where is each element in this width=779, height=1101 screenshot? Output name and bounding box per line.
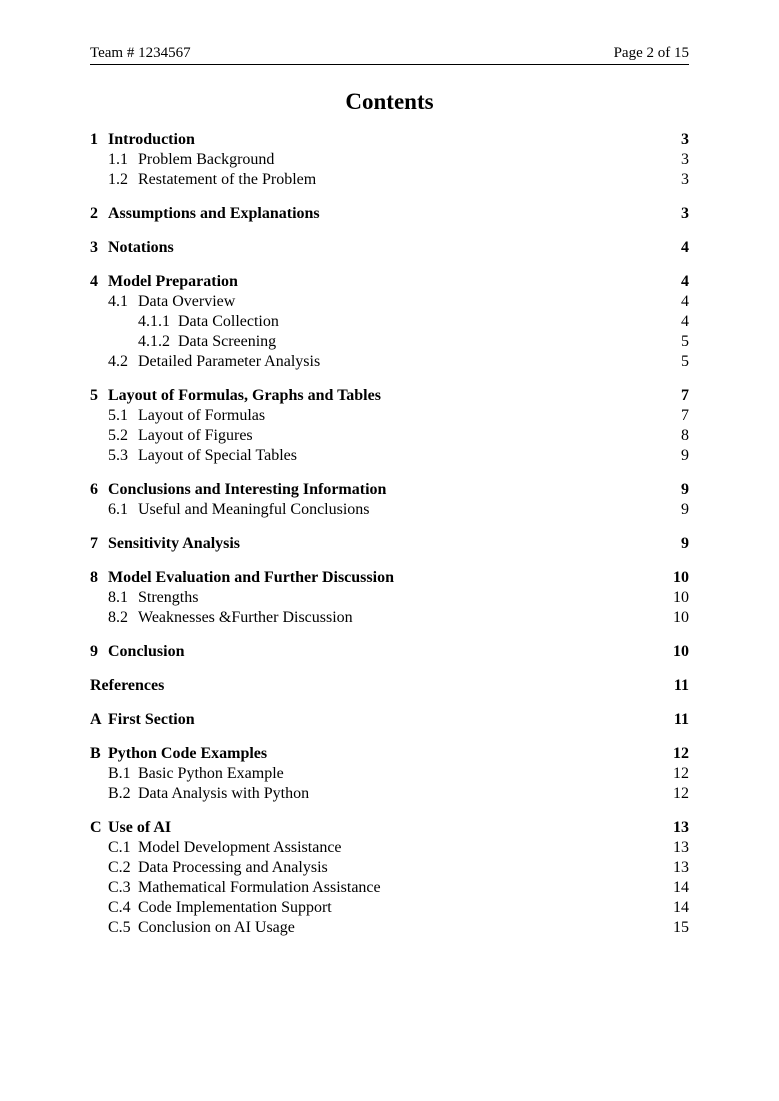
toc-leader-dots (170, 676, 660, 696)
toc-entry (90, 130, 689, 150)
toc-entry-page: 12 (673, 745, 689, 762)
toc-entry (90, 744, 689, 764)
toc-entry-page: 9 (681, 447, 689, 464)
toc-leader-dots (303, 446, 660, 466)
toc-entry-number: 5 (90, 387, 98, 404)
toc-entry (90, 608, 689, 628)
toc-entry-title: Model Development Assistance (138, 839, 342, 856)
toc-entry-title: Notations (108, 239, 174, 256)
toc-entry-title: Layout of Special Tables (138, 447, 297, 464)
toc-entry-number: 1.2 (108, 171, 128, 188)
toc-entry-title: Assumptions and Explanations (108, 205, 320, 222)
toc-entry (90, 858, 689, 878)
team-number: Team # 1234567 (90, 45, 191, 61)
toc-entry-page: 9 (681, 501, 689, 518)
toc-entry (90, 568, 689, 588)
toc-entry-page: 10 (673, 589, 689, 606)
toc-entry-page: 4 (681, 293, 689, 310)
toc-entry-page: 9 (681, 535, 689, 552)
toc-entry (90, 204, 689, 224)
toc-leader-dots (285, 312, 660, 332)
toc-leader-dots (190, 642, 660, 662)
toc-leader-dots (273, 744, 660, 764)
toc-leader-dots (282, 332, 660, 352)
toc-entry-page: 3 (681, 205, 689, 222)
toc-entry-page: 13 (673, 859, 689, 876)
toc-entry-number: B.1 (108, 765, 131, 782)
toc-entry (90, 406, 689, 426)
toc-leader-dots (334, 858, 660, 878)
page-content (90, 0, 689, 938)
toc-entry-title: Data Overview (138, 293, 236, 310)
toc-entry-page: 14 (673, 899, 689, 916)
toc-entry-number: 4.2 (108, 353, 128, 370)
toc-entry-title: References (90, 677, 165, 694)
toc-entry (90, 588, 689, 608)
toc-entry-title: Model Preparation (108, 273, 238, 290)
toc-entry (90, 898, 689, 918)
toc-entry-page: 5 (681, 353, 689, 370)
toc-entry-page: 3 (681, 151, 689, 168)
page-header (90, 45, 689, 65)
toc-entry-page: 15 (673, 919, 689, 936)
toc-entry-title: Data Analysis with Python (138, 785, 310, 802)
toc-entry-title: Strengths (138, 589, 199, 606)
toc-leader-dots (259, 426, 660, 446)
toc-entry (90, 352, 689, 372)
toc-leader-dots (315, 784, 660, 804)
toc-entry-page: 12 (673, 765, 689, 782)
toc-entry (90, 784, 689, 804)
toc-entry-title: Sensitivity Analysis (108, 535, 241, 552)
toc-leader-dots (322, 170, 660, 190)
toc-entry-title: Useful and Meaningful Conclusions (138, 501, 370, 518)
toc-entry-number: 7 (90, 535, 98, 552)
toc-entry (90, 710, 689, 730)
toc-leader-dots (180, 238, 660, 258)
toc-entry (90, 534, 689, 554)
toc-entry-number: B (90, 745, 101, 762)
toc-entry-page: 5 (681, 333, 689, 350)
toc-entry-page: 10 (673, 609, 689, 626)
toc-entry (90, 500, 689, 520)
toc-entry-number: C.5 (108, 919, 131, 936)
toc-leader-dots (201, 710, 660, 730)
toc-leader-dots (201, 130, 660, 150)
toc-entry (90, 480, 689, 500)
toc-leader-dots (244, 272, 660, 292)
toc-entry-title: Basic Python Example (138, 765, 284, 782)
toc-entry (90, 918, 689, 938)
toc-entry (90, 676, 689, 696)
toc-entry (90, 386, 689, 406)
toc-entry-number: B.2 (108, 785, 131, 802)
toc-entry-number: C (90, 819, 102, 836)
toc-entry-page: 13 (673, 839, 689, 856)
toc-entry-number: 5.3 (108, 447, 128, 464)
toc-entry-page: 14 (673, 879, 689, 896)
toc-entry-number: 1.1 (108, 151, 128, 168)
toc-entry (90, 312, 689, 332)
toc-leader-dots (204, 588, 660, 608)
toc-entry-page: 11 (673, 677, 689, 694)
toc-entry-title: Data Screening (178, 333, 277, 350)
toc-entry (90, 446, 689, 466)
toc-entry (90, 272, 689, 292)
toc-entry-page: 8 (681, 427, 689, 444)
toc-entry-page: 3 (681, 131, 689, 148)
toc-entry-number: 4.1.1 (138, 313, 170, 330)
toc-entry (90, 764, 689, 784)
toc-entry-page: 12 (673, 785, 689, 802)
toc-leader-dots (400, 568, 660, 588)
toc-entry (90, 292, 689, 312)
toc-leader-dots (359, 608, 660, 628)
toc-entry-page: 9 (681, 481, 689, 498)
toc-entry-number: 4.1.2 (138, 333, 170, 350)
toc-entry-number: C.4 (108, 899, 131, 916)
toc-entry-number: C.2 (108, 859, 131, 876)
toc-leader-dots (280, 150, 660, 170)
toc-entry-title: Data Collection (178, 313, 279, 330)
toc-entry-number: 9 (90, 643, 98, 660)
toc-leader-dots (241, 292, 660, 312)
toc-entry-title: Use of AI (108, 819, 172, 836)
toc-entry-number: 6 (90, 481, 98, 498)
toc-entry (90, 238, 689, 258)
toc-entry-number: 4 (90, 273, 98, 290)
toc-entry-title: Model Evaluation and Further Discussion (108, 569, 394, 586)
toc-entry-page: 13 (673, 819, 689, 836)
toc-entry-page: 4 (681, 239, 689, 256)
toc-entry-number: C.3 (108, 879, 131, 896)
toc-leader-dots (376, 500, 660, 520)
toc-leader-dots (392, 480, 660, 500)
toc-entry-number: 4.1 (108, 293, 128, 310)
toc-entry-title: Code Implementation Support (138, 899, 332, 916)
table-of-contents (90, 130, 689, 938)
toc-entry-title: Conclusion on AI Usage (138, 919, 295, 936)
toc-leader-dots (246, 534, 660, 554)
toc-entry-title: Problem Background (138, 151, 275, 168)
toc-entry-number: 5.2 (108, 427, 128, 444)
toc-entry-number: 5.1 (108, 407, 128, 424)
toc-entry-title: Mathematical Formulation Assistance (138, 879, 381, 896)
toc-entry-number: 8.1 (108, 589, 128, 606)
toc-leader-dots (290, 764, 660, 784)
toc-entry-title: Introduction (108, 131, 195, 148)
toc-entry-number: 3 (90, 239, 98, 256)
toc-leader-dots (348, 838, 660, 858)
toc-entry-page: 7 (681, 387, 689, 404)
toc-entry-page: 4 (681, 313, 689, 330)
toc-entry-title: Layout of Figures (138, 427, 253, 444)
toc-leader-dots (326, 352, 660, 372)
toc-entry-title: Layout of Formulas (138, 407, 266, 424)
toc-entry-number: 1 (90, 131, 98, 148)
toc-leader-dots (301, 918, 660, 938)
toc-entry-number: 8.2 (108, 609, 128, 626)
toc-entry-title: Detailed Parameter Analysis (138, 353, 321, 370)
toc-leader-dots (387, 386, 660, 406)
toc-entry-number: 2 (90, 205, 98, 222)
toc-entry-number: 8 (90, 569, 98, 586)
toc-entry-page: 4 (681, 273, 689, 290)
toc-entry (90, 818, 689, 838)
toc-entry-page: 10 (673, 643, 689, 660)
toc-entry-title: First Section (108, 711, 195, 728)
toc-entry-title: Weaknesses &Further Discussion (138, 609, 353, 626)
toc-entry-number: C.1 (108, 839, 131, 856)
toc-leader-dots (177, 818, 660, 838)
page-indicator: Page 2 of 15 (613, 45, 689, 61)
toc-entry-page: 3 (681, 171, 689, 188)
toc-entry-title: Restatement of the Problem (138, 171, 317, 188)
toc-entry-page: 7 (681, 407, 689, 424)
toc-leader-dots (387, 878, 660, 898)
toc-entry-title: Data Processing and Analysis (138, 859, 328, 876)
toc-entry-title: Layout of Formulas, Graphs and Tables (108, 387, 381, 404)
toc-entry (90, 332, 689, 352)
toc-entry-number: 6.1 (108, 501, 128, 518)
toc-leader-dots (271, 406, 660, 426)
toc-entry (90, 150, 689, 170)
toc-leader-dots (326, 204, 660, 224)
toc-entry-page: 11 (673, 711, 689, 728)
toc-leader-dots (338, 898, 660, 918)
toc-entry (90, 170, 689, 190)
toc-entry (90, 426, 689, 446)
toc-entry-title: Conclusion (108, 643, 185, 660)
page-title: Contents (345, 89, 434, 114)
toc-entry-title: Python Code Examples (108, 745, 268, 762)
toc-entry-page: 10 (673, 569, 689, 586)
toc-entry-number: A (90, 711, 102, 728)
toc-entry (90, 642, 689, 662)
toc-entry-title: Conclusions and Interesting Information (108, 481, 387, 498)
toc-entry (90, 878, 689, 898)
toc-entry (90, 838, 689, 858)
